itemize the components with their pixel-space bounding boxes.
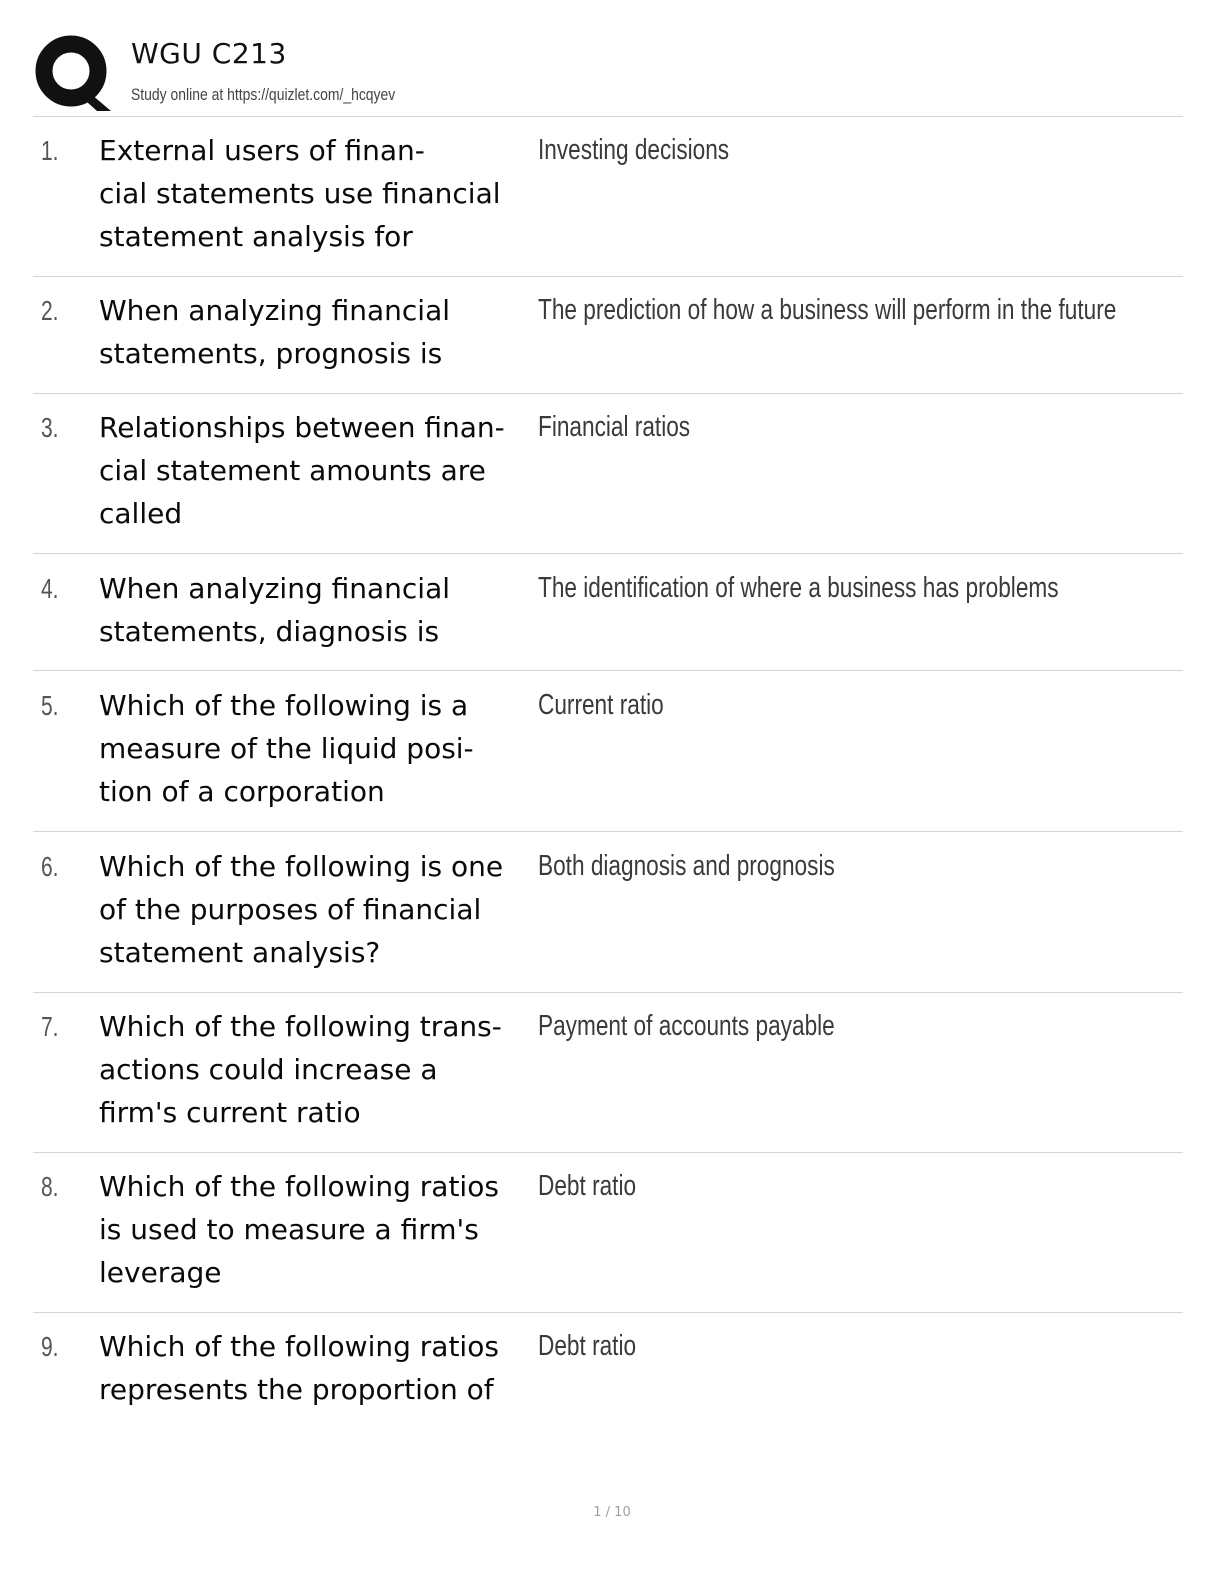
card-term: Which of the following ratios is used to measure a firm's leverage [99,1170,499,1289]
card-definition: Payment of accounts payable [538,1010,835,1042]
card-term: Which of the following is a measure of the liquid posi- tion of a corporation [99,689,474,808]
card-term: When analyzing financial statements, diagnosis is [99,572,451,648]
divider [33,1152,1183,1153]
card-definition: The identification of where a business has problems [538,572,1059,604]
card-number: 5. [41,690,59,721]
divider [33,831,1183,832]
card-definition: Financial ratios [538,411,691,443]
card-number: 7. [41,1011,59,1042]
card-number: 2. [41,295,59,326]
divider [33,276,1183,277]
divider [33,992,1183,993]
card-definition: Both diagnosis and prognosis [538,850,835,882]
card-number: 8. [41,1171,59,1202]
divider [33,116,1183,117]
divider [33,553,1183,554]
card-term: Relationships between finan- cial statement amounts are called [99,411,505,530]
card-definition: The prediction of how a business will perform in the future [538,294,1117,326]
card-definition: Investing decisions [538,134,730,166]
page-number: 1 / 10 [593,1505,631,1520]
card-definition: Current ratio [538,689,664,721]
divider [33,1312,1183,1313]
quizlet-q-logo-icon [33,33,113,113]
card-number: 6. [41,851,59,882]
card-number: 1. [41,135,59,166]
card-term: Which of the following ratios represents the proportion of [99,1330,499,1406]
divider [33,670,1183,671]
card-number: 4. [41,573,59,604]
card-term: External users of finan- cial statements use financial statement analysis for [99,134,501,253]
card-number: 3. [41,412,59,443]
page-title: WGU C213 [131,37,287,70]
card-term: When analyzing financial statements, prognosis is [99,294,451,370]
card-term: Which of the following is one of the purposes of financial statement analysis? [99,850,504,969]
card-number: 9. [41,1331,59,1362]
divider [33,393,1183,394]
card-definition: Debt ratio [538,1330,637,1362]
card-term: Which of the following trans- actions could increase a firm's current ratio [99,1010,502,1129]
card-definition: Debt ratio [538,1170,637,1202]
document-header [33,33,1183,113]
study-online-link[interactable]: Study online at https://quizlet.com/_hcqyev [131,85,396,104]
